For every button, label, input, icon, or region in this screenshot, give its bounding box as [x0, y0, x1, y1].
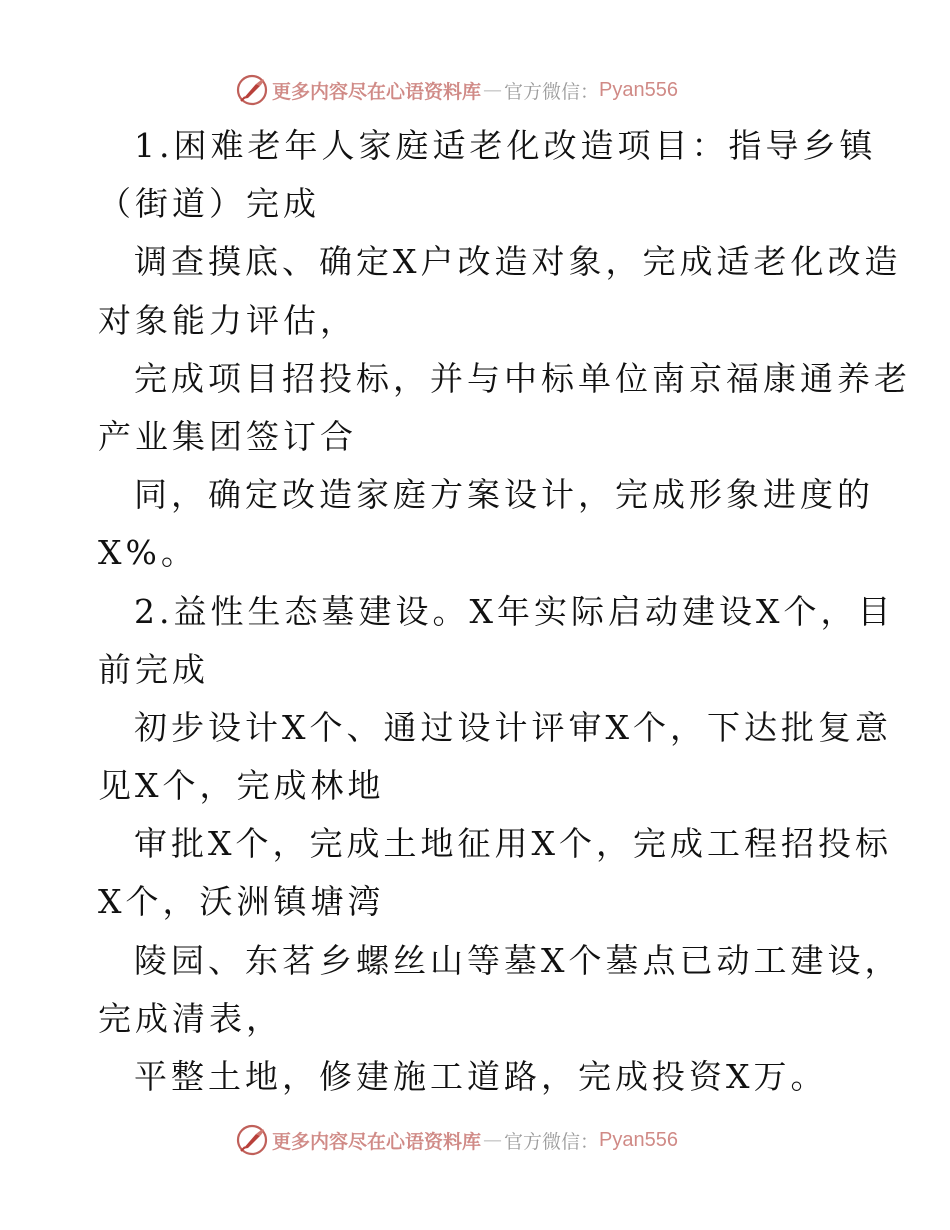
watermark-text: 更多内容尽在心语资料库 [272, 1130, 482, 1153]
watermark-dash: — [483, 79, 503, 101]
text-line: 调查摸底、确定X户改造对象，完成适老化改造 [134, 242, 902, 282]
text-line: （街道）完成 [98, 184, 320, 224]
watermark-official-label: 官方微信： [504, 80, 600, 103]
text-line: 产业集团签订合 [98, 416, 357, 456]
text-line: 对象能力评估， [98, 300, 357, 340]
text-line: 初步设计X个、通过设计评审X个，下达批复意 [134, 707, 892, 747]
text-line: 见X个，完成林地 [98, 766, 385, 806]
text-line: 同，确定改造家庭方案设计，完成形象进度的 [134, 475, 874, 515]
text-line: 前完成 [98, 649, 209, 689]
text-line: 陵园、东茗乡螺丝山等墓X个墓点已动工建设， [134, 940, 902, 980]
watermark-wechat-id: Pyan556 [599, 78, 678, 101]
footer-watermark [236, 1122, 678, 1158]
text-line: 2.益性生态墓建设。X年实际启动建设X个，目 [134, 591, 895, 631]
quill-logo-icon [236, 1124, 268, 1156]
text-line: 1.困难老年人家庭适老化改造项目：指导乡镇 [134, 126, 877, 165]
text-line: 平整土地，修建施工道路，完成投资X万。 [134, 1057, 828, 1096]
text-line: 完成清表， [98, 998, 283, 1038]
watermark-official-label: 官方微信： [504, 1130, 600, 1153]
document-body [98, 117, 911, 1106]
text-line: X%。 [98, 533, 198, 573]
watermark-wechat-id: Pyan556 [599, 1128, 678, 1151]
text-line: 审批X个，完成土地征用X个，完成工程招投标 [134, 824, 892, 864]
watermark-dash: — [483, 1129, 503, 1151]
text-line: X个，沃洲镇塘湾 [98, 882, 385, 922]
watermark-text: 更多内容尽在心语资料库 [272, 80, 482, 103]
text-line: 完成项目招投标，并与中标单位南京福康通养老 [134, 358, 911, 398]
quill-logo-icon [236, 74, 268, 106]
header-watermark [236, 72, 678, 108]
